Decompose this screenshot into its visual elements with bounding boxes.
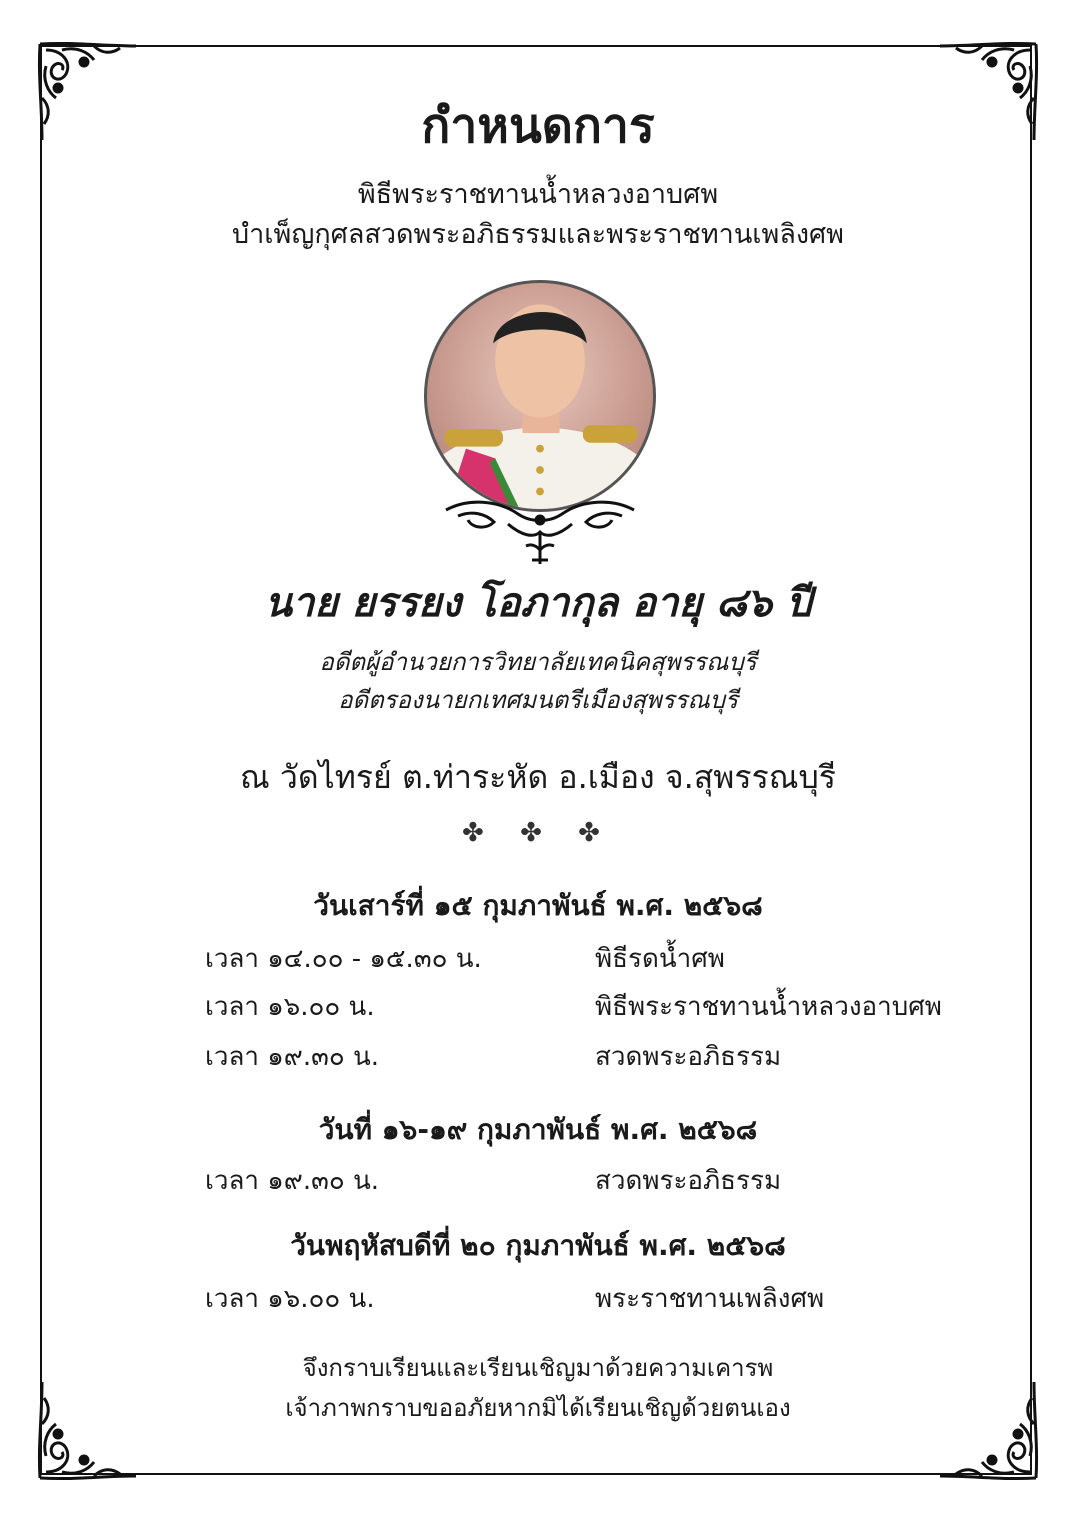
schedule-row	[205, 1278, 965, 1318]
deceased-role: อดีตผู้อำนวยการวิทยาลัยเทคนิคสุพรรณบุรี	[319, 648, 757, 676]
schedule-row	[205, 986, 965, 1026]
schedule-day-heading: วันพฤหัสบดีที่ ๒๐ กุมภาพันธ์ พ.ศ. ๒๕๖๘	[290, 1229, 786, 1262]
schedule-event: สวดพระอภิธรรม	[595, 1042, 782, 1072]
schedule-time: เวลา ๑๔.๐๐ - ๑๕.๓๐ น.	[205, 944, 482, 974]
ornamental-scroll-icon	[438, 480, 642, 570]
closing-text: เจ้าภาพกราบขออภัยหากมิได้เรียนเชิญด้วยตนเอง	[285, 1394, 791, 1422]
schedule-time: เวลา ๑๙.๓๐ น.	[205, 1042, 380, 1072]
portrait-photo	[424, 280, 656, 512]
ceremony-subtitle: พิธีพระราชทานน้ำหลวงอาบศพ	[357, 179, 719, 210]
deceased-name: นาย ยรรยง โอภากุล อายุ ๘๖ ปี	[264, 579, 812, 626]
schedule-row	[205, 1160, 965, 1200]
schedule-time: เวลา ๑๖.๐๐ น.	[205, 1284, 375, 1314]
page-title: กำหนดการ	[421, 98, 655, 154]
schedule-event: สวดพระอภิธรรม	[595, 1166, 782, 1196]
schedule-event: พิธีรดน้ำศพ	[595, 944, 725, 974]
schedule-day-heading: วันที่ ๑๖-๑๙ กุมภาพันธ์ พ.ศ. ๒๕๖๘	[318, 1113, 758, 1146]
schedule-event: พระราชทานเพลิงศพ	[595, 1284, 825, 1314]
venue: ณ วัดไทรย์ ต.ท่าระหัด อ.เมือง จ.สุพรรณบุรี	[240, 758, 836, 796]
schedule-time: เวลา ๑๙.๓๐ น.	[205, 1166, 380, 1196]
schedule-event: พิธีพระราชทานน้ำหลวงอาบศพ	[595, 992, 942, 1022]
schedule-row	[205, 938, 965, 978]
schedule-day-heading: วันเสาร์ที่ ๑๕ กุมภาพันธ์ พ.ศ. ๒๕๖๘	[313, 889, 763, 922]
ceremony-subtitle: บำเพ็ญกุศลสวดพระอภิธรรมและพระราชทานเพลิงศพ	[232, 219, 844, 250]
schedule-row	[205, 1036, 965, 1076]
schedule-time: เวลา ๑๖.๐๐ น.	[205, 992, 375, 1022]
divider-ornament-icon: ✤ ✤ ✤	[462, 818, 614, 848]
closing-text: จึงกราบเรียนและเรียนเชิญมาด้วยความเคารพ	[302, 1354, 774, 1382]
deceased-role: อดีตรองนายกเทศมนตรีเมืองสุพรรณบุรี	[338, 686, 738, 714]
